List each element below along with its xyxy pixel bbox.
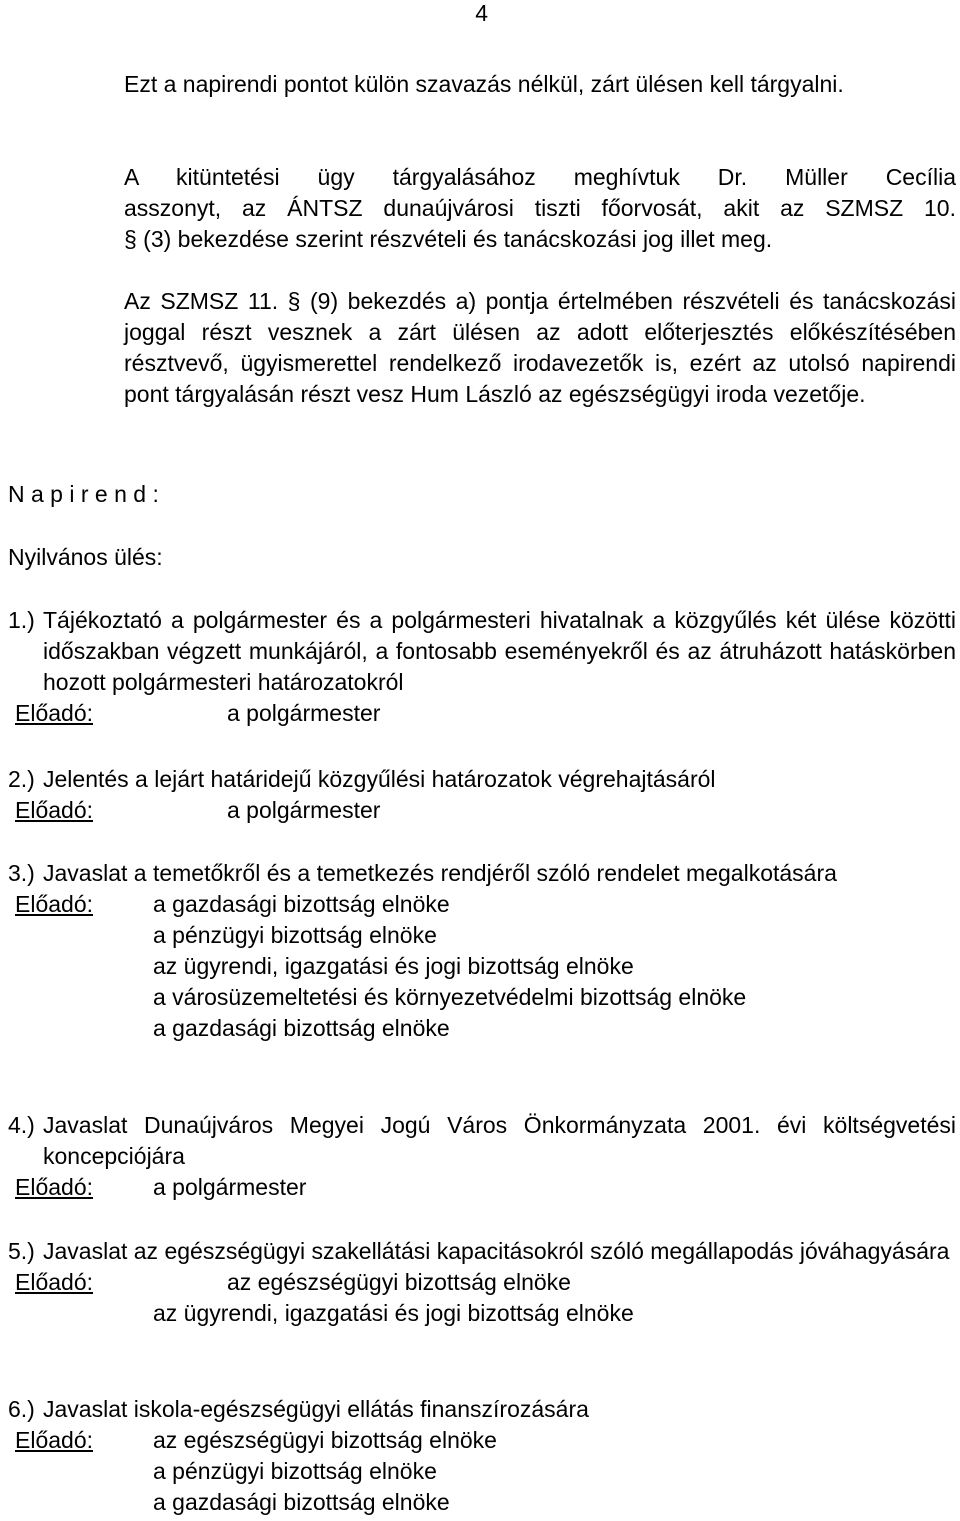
agenda-item-number: 3.)	[8, 860, 35, 886]
presenter-row	[8, 795, 956, 826]
presenter-name: az egészségügyi bizottság elnöke	[153, 1427, 497, 1453]
page-number: 4	[475, 0, 488, 26]
presenter-name: az ügyrendi, igazgatási és jogi bizottság elnöke	[153, 953, 634, 979]
agenda-item-number: 1.)	[8, 607, 35, 633]
presenter-name: a polgármester	[227, 700, 381, 726]
agenda-item-number: 6.)	[8, 1396, 35, 1422]
agenda-item-number: 5.)	[8, 1238, 35, 1264]
agenda-item-title: Jelentés a lejárt határidejű közgyűlési határozatok végrehajtásáról	[43, 766, 716, 792]
presenter-name: a gazdasági bizottság elnöke	[153, 891, 450, 917]
agenda-item-1	[8, 605, 956, 729]
presenter-row	[8, 982, 956, 1013]
presenter-row	[8, 1267, 956, 1298]
presenter-row	[8, 951, 956, 982]
presenter-name: az egészségügyi bizottság elnöke	[227, 1269, 571, 1295]
presenter-row	[8, 920, 956, 951]
agenda-heading: N a p i r e n d :	[8, 481, 159, 507]
intro-paragraph-2-line-2: asszonyt, az ÁNTSZ dunaújvárosi tiszti főorvosát, akit az SZMSZ 10.	[124, 195, 956, 221]
agenda-item-3	[8, 858, 956, 1044]
presenter-label: Előadó:	[15, 891, 94, 917]
agenda-item-5	[8, 1236, 956, 1329]
intro-paragraph-1: Ezt a napirendi pontot külön szavazás nélkül, zárt ülésen kell tárgyalni.	[124, 71, 844, 97]
agenda-item-title: Javaslat Dunaújváros Megyei Jogú Város Önkormányzata 2001. évi költségvetési koncepciójára	[43, 1112, 956, 1169]
presenter-label: Előadó:	[15, 1269, 94, 1295]
presenter-row	[8, 889, 956, 920]
presenter-name: a városüzemeltetési és környezetvédelmi bizottság elnöke	[153, 984, 747, 1010]
agenda-item-number: 2.)	[8, 766, 35, 792]
presenter-label: Előadó:	[15, 1174, 94, 1200]
presenter-row	[8, 1013, 956, 1044]
presenter-row	[8, 1487, 956, 1518]
agenda-item-6	[8, 1394, 956, 1518]
intro-invitation-note	[124, 162, 956, 255]
presenter-row	[8, 1425, 956, 1456]
presenter-name: a gazdasági bizottság elnöke	[153, 1015, 450, 1041]
public-session-heading: Nyilvános ülés:	[8, 544, 163, 570]
presenter-row	[8, 1456, 956, 1487]
agenda-item-2	[8, 764, 956, 826]
intro-paragraph-3: Az SZMSZ 11. § (9) bekezdés a) pontja értelmében részvételi és tanácskozási joggal részt vesznek a zárt ülésen az adott előterjesztés előkészítésében résztvevő, ügyismerettel rendelkező irodavezetők is, ezért az utolsó napirendi pont tárgyalásán részt vesz Hum László az egészségügyi iroda vezetője.	[124, 288, 956, 407]
presenter-name: a polgármester	[227, 797, 381, 823]
presenter-label: Előadó:	[15, 1427, 94, 1453]
agenda-item-4	[8, 1110, 956, 1203]
agenda-item-number: 4.)	[8, 1112, 35, 1138]
agenda-item-title: Tájékoztató a polgármester és a polgármesteri hivatalnak a közgyűlés két ülése közötti időszakban végzett munkájáról, a fontosabb eseményekről és az átruházott hatáskörben hozott polgármesteri határozatokról	[43, 607, 956, 695]
presenter-row	[8, 1172, 956, 1203]
presenter-name: a polgármester	[153, 1174, 307, 1200]
intro-participants-note	[124, 286, 956, 410]
presenter-label: Előadó:	[15, 700, 94, 726]
presenter-row	[8, 1298, 956, 1329]
agenda-item-title: Javaslat a temetőkről és a temetkezés rendjéről szóló rendelet megalkotására	[43, 860, 837, 886]
intro-paragraph-2-line-3: § (3) bekezdése szerint részvételi és tanácskozási jog illet meg.	[124, 226, 773, 252]
intro-paragraph-2-line-1: A kitüntetési ügy tárgyalásához meghívtuk Dr. Müller Cecília	[124, 164, 956, 190]
intro-closed-session-note	[124, 69, 956, 100]
presenter-row	[8, 698, 956, 729]
presenter-name: a pénzügyi bizottság elnöke	[153, 1458, 437, 1484]
presenter-name: az ügyrendi, igazgatási és jogi bizottság elnöke	[153, 1300, 634, 1326]
agenda-item-title: Javaslat az egészségügyi szakellátási kapacitásokról szóló megállapodás jóváhagyására	[43, 1238, 950, 1264]
presenter-name: a pénzügyi bizottság elnöke	[153, 922, 437, 948]
agenda-item-title: Javaslat iskola-egészségügyi ellátás finanszírozására	[43, 1396, 589, 1422]
presenter-name: a gazdasági bizottság elnöke	[153, 1489, 450, 1515]
presenter-label: Előadó:	[15, 797, 94, 823]
